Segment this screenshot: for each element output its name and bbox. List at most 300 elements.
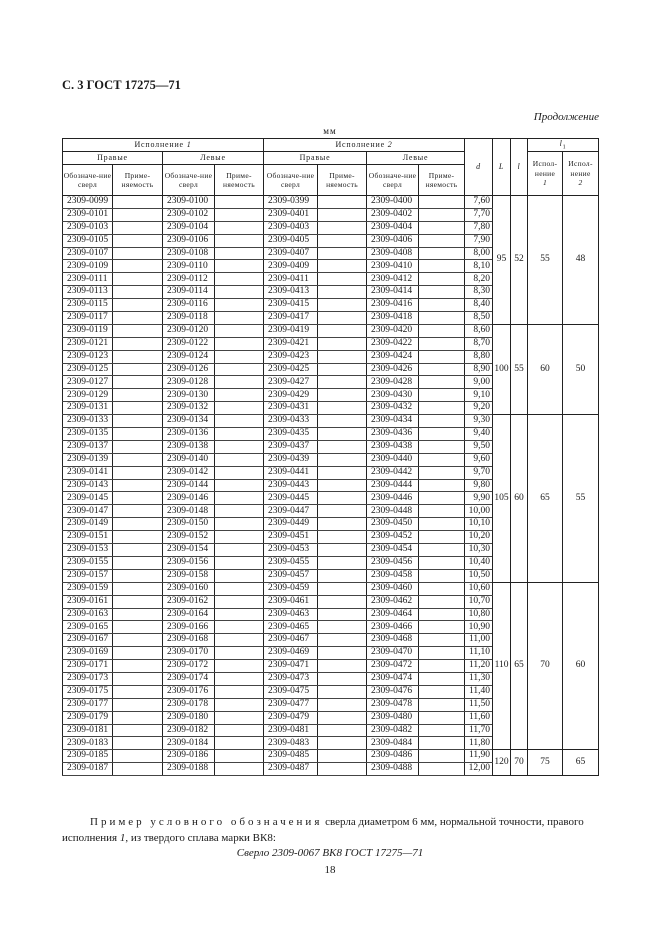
exec2-right-code: 2309-0411: [264, 273, 318, 286]
exec2-left-applicability: [419, 763, 465, 776]
exec2-right-applicability: [318, 273, 367, 286]
exec2-right-applicability: [318, 647, 367, 660]
L-header: L: [493, 139, 511, 196]
exec2-left-code: 2309-0440: [367, 453, 419, 466]
exec2-left-code: 2309-0460: [367, 582, 419, 595]
group-l1-2-value: 65: [563, 750, 599, 776]
exec2-left-applicability: [419, 402, 465, 415]
exec2-left-code: 2309-0470: [367, 647, 419, 660]
exec2-left-applicability: [419, 286, 465, 299]
exec2-right-applicability: [318, 389, 367, 402]
exec2-right-code: 2309-0429: [264, 389, 318, 402]
designation-header: Обозначе-ние сверл: [367, 165, 419, 196]
exec2-right-code: 2309-0445: [264, 492, 318, 505]
exec2-left-code: 2309-0452: [367, 531, 419, 544]
exec2-right-code: 2309-0421: [264, 337, 318, 350]
applicability-header: Приме-няемость: [113, 165, 163, 196]
diameter-value: 10,90: [465, 621, 493, 634]
exec1-left-code: 2309-0132: [163, 402, 215, 415]
diameter-value: 8,50: [465, 312, 493, 325]
exec2-left-applicability: [419, 492, 465, 505]
diameter-value: 8,60: [465, 324, 493, 337]
exec1-right-applicability: [113, 595, 163, 608]
exec1-right-code: 2309-0167: [63, 634, 113, 647]
exec2-right-applicability: [318, 466, 367, 479]
exec2-right-code: 2309-0433: [264, 415, 318, 428]
exec1-right-code: 2309-0099: [63, 196, 113, 209]
group-L-value: 95: [493, 196, 511, 325]
exec1-left-applicability: [215, 556, 264, 569]
exec1-right-code: 2309-0183: [63, 737, 113, 750]
exec2-left-applicability: [419, 724, 465, 737]
exec2-left-code: 2309-0450: [367, 518, 419, 531]
exec1-header: Исполнение 1: [63, 139, 264, 152]
exec1-left-code: 2309-0182: [163, 724, 215, 737]
exec2-left-code: 2309-0474: [367, 672, 419, 685]
exec1-right-code: 2309-0179: [63, 711, 113, 724]
exec2-left-header: Левые: [367, 152, 465, 165]
exec1-right-applicability: [113, 724, 163, 737]
exec2-right-applicability: [318, 221, 367, 234]
table-row: [63, 582, 599, 595]
exec1-right-code: 2309-0139: [63, 453, 113, 466]
exec2-left-code: 2309-0428: [367, 376, 419, 389]
diameter-value: 9,90: [465, 492, 493, 505]
exec1-left-applicability: [215, 750, 264, 763]
exec2-left-applicability: [419, 453, 465, 466]
exec1-left-code: 2309-0126: [163, 363, 215, 376]
exec2-right-applicability: [318, 286, 367, 299]
exec1-right-applicability: [113, 750, 163, 763]
group-l1-2-value: 55: [563, 415, 599, 583]
exec1-right-code: 2309-0175: [63, 685, 113, 698]
exec1-left-applicability: [215, 763, 264, 776]
exec1-right-applicability: [113, 260, 163, 273]
exec2-left-code: 2309-0456: [367, 556, 419, 569]
exec1-right-code: 2309-0155: [63, 556, 113, 569]
diameter-value: 10,50: [465, 569, 493, 582]
exec1-left-code: 2309-0120: [163, 324, 215, 337]
exec1-right-applicability: [113, 698, 163, 711]
page-header: С. 3 ГОСТ 17275—71: [62, 78, 181, 92]
exec2-right-code: 2309-0469: [264, 647, 318, 660]
diameter-value: 11,10: [465, 647, 493, 660]
exec1-right-applicability: [113, 337, 163, 350]
exec1-right-applicability: [113, 685, 163, 698]
exec1-right-applicability: [113, 544, 163, 557]
exec1-left-applicability: [215, 621, 264, 634]
exec2-right-applicability: [318, 569, 367, 582]
exec1-left-code: 2309-0156: [163, 556, 215, 569]
exec2-left-applicability: [419, 337, 465, 350]
diameter-value: 10,60: [465, 582, 493, 595]
exec1-left-code: 2309-0162: [163, 595, 215, 608]
exec2-right-applicability: [318, 531, 367, 544]
exec1-left-code: 2309-0172: [163, 660, 215, 673]
continuation-label: Продолжение: [533, 111, 599, 123]
designation-header: Обозначе-ние сверл: [163, 165, 215, 196]
diameter-value: 7,70: [465, 208, 493, 221]
exec2-right-applicability: [318, 402, 367, 415]
exec1-left-applicability: [215, 647, 264, 660]
group-L-value: 120: [493, 750, 511, 776]
exec1-right-code: 2309-0165: [63, 621, 113, 634]
exec1-right-code: 2309-0187: [63, 763, 113, 776]
exec1-left-applicability: [215, 634, 264, 647]
exec2-right-code: 2309-0423: [264, 350, 318, 363]
group-l-value: 52: [511, 196, 528, 325]
l1-exec1-header: Испол-нение 1: [528, 152, 563, 196]
designation-header: Обозначе-ние сверл: [63, 165, 113, 196]
diameter-value: 9,30: [465, 415, 493, 428]
exec2-right-code: 2309-0443: [264, 479, 318, 492]
exec1-left-applicability: [215, 698, 264, 711]
exec1-left-code: 2309-0152: [163, 531, 215, 544]
exec1-left-code: 2309-0166: [163, 621, 215, 634]
exec2-right-applicability: [318, 737, 367, 750]
exec1-right-code: 2309-0151: [63, 531, 113, 544]
exec2-right-code: 2309-0459: [264, 582, 318, 595]
exec2-left-applicability: [419, 608, 465, 621]
exec2-left-applicability: [419, 544, 465, 557]
diameter-value: 9,50: [465, 440, 493, 453]
exec1-left-code: 2309-0122: [163, 337, 215, 350]
exec1-left-code: 2309-0134: [163, 415, 215, 428]
diameter-value: 11,60: [465, 711, 493, 724]
exec2-left-applicability: [419, 312, 465, 325]
exec1-right-applicability: [113, 221, 163, 234]
exec2-left-applicability: [419, 260, 465, 273]
exec2-left-code: 2309-0402: [367, 208, 419, 221]
exec2-right-code: 2309-0449: [264, 518, 318, 531]
group-l1-1-value: 70: [528, 582, 563, 750]
exec1-left-code: 2309-0136: [163, 428, 215, 441]
exec1-left-code: 2309-0176: [163, 685, 215, 698]
group-L-value: 105: [493, 415, 511, 583]
exec2-left-code: 2309-0472: [367, 660, 419, 673]
exec2-left-applicability: [419, 363, 465, 376]
exec1-right-applicability: [113, 273, 163, 286]
exec1-right-applicability: [113, 737, 163, 750]
exec1-left-code: 2309-0148: [163, 505, 215, 518]
exec2-right-code: 2309-0447: [264, 505, 318, 518]
exec2-right-code: 2309-0487: [264, 763, 318, 776]
exec2-left-applicability: [419, 569, 465, 582]
exec1-left-code: 2309-0102: [163, 208, 215, 221]
exec2-left-code: 2309-0412: [367, 273, 419, 286]
exec2-right-applicability: [318, 634, 367, 647]
exec2-right-code: 2309-0441: [264, 466, 318, 479]
l1-exec2-header: Испол-нение 2: [563, 152, 599, 196]
exec1-left-applicability: [215, 324, 264, 337]
exec2-right-applicability: [318, 672, 367, 685]
exec1-left-applicability: [215, 363, 264, 376]
exec1-left-applicability: [215, 312, 264, 325]
diameter-value: 9,40: [465, 428, 493, 441]
group-l1-2-value: 48: [563, 196, 599, 325]
exec1-left-code: 2309-0178: [163, 698, 215, 711]
diameter-value: 10,70: [465, 595, 493, 608]
exec1-left-code: 2309-0104: [163, 221, 215, 234]
exec1-left-applicability: [215, 608, 264, 621]
exec2-right-header: Правые: [264, 152, 367, 165]
exec2-right-applicability: [318, 299, 367, 312]
diameter-value: 8,40: [465, 299, 493, 312]
exec1-left-code: 2309-0116: [163, 299, 215, 312]
diameter-value: 10,20: [465, 531, 493, 544]
exec1-left-applicability: [215, 505, 264, 518]
exec2-header: Исполнение 2: [264, 139, 465, 152]
exec2-left-code: 2309-0414: [367, 286, 419, 299]
diameter-value: 11,00: [465, 634, 493, 647]
diameter-value: 11,40: [465, 685, 493, 698]
exec1-left-code: 2309-0174: [163, 672, 215, 685]
exec2-right-applicability: [318, 453, 367, 466]
exec1-right-code: 2309-0123: [63, 350, 113, 363]
exec2-left-code: 2309-0476: [367, 685, 419, 698]
l1-header: $l_1$: [528, 139, 599, 152]
exec2-left-code: 2309-0430: [367, 389, 419, 402]
exec2-left-applicability: [419, 466, 465, 479]
exec2-right-code: 2309-0485: [264, 750, 318, 763]
diameter-value: 9,00: [465, 376, 493, 389]
group-l1-1-value: 55: [528, 196, 563, 325]
exec1-right-applicability: [113, 402, 163, 415]
exec2-right-applicability: [318, 724, 367, 737]
exec2-left-code: 2309-0426: [367, 363, 419, 376]
group-l1-1-value: 65: [528, 415, 563, 583]
exec2-right-applicability: [318, 324, 367, 337]
exec2-left-code: 2309-0442: [367, 466, 419, 479]
exec1-left-code: 2309-0154: [163, 544, 215, 557]
exec1-left-applicability: [215, 196, 264, 209]
exec2-left-applicability: [419, 234, 465, 247]
exec2-right-applicability: [318, 479, 367, 492]
applicability-header: Приме-няемость: [318, 165, 367, 196]
drill-table: [62, 138, 599, 776]
exec1-right-code: 2309-0143: [63, 479, 113, 492]
exec2-right-applicability: [318, 234, 367, 247]
exec2-right-code: 2309-0453: [264, 544, 318, 557]
diameter-value: 11,20: [465, 660, 493, 673]
exec2-left-code: 2309-0482: [367, 724, 419, 737]
exec1-left-code: 2309-0114: [163, 286, 215, 299]
exec1-left-applicability: [215, 724, 264, 737]
exec1-right-applicability: [113, 312, 163, 325]
exec2-right-applicability: [318, 698, 367, 711]
exec2-left-code: 2309-0446: [367, 492, 419, 505]
diameter-value: 9,80: [465, 479, 493, 492]
example-paragraph: Пример условного обозначения сверла диаметром 6 мм, нормальной точности, правого исполнения 1, из твердого сплава марки ВК8:: [62, 816, 584, 844]
exec1-left-applicability: [215, 221, 264, 234]
diameter-value: 10,00: [465, 505, 493, 518]
exec1-left-code: 2309-0124: [163, 350, 215, 363]
exec2-right-applicability: [318, 247, 367, 260]
exec2-left-applicability: [419, 634, 465, 647]
exec1-right-code: 2309-0105: [63, 234, 113, 247]
exec2-left-applicability: [419, 221, 465, 234]
page-number: 18: [324, 864, 336, 876]
exec1-left-code: 2309-0150: [163, 518, 215, 531]
exec2-left-applicability: [419, 711, 465, 724]
exec1-left-code: 2309-0112: [163, 273, 215, 286]
exec2-left-code: 2309-0434: [367, 415, 419, 428]
applicability-header: Приме-няемость: [215, 165, 264, 196]
exec1-right-applicability: [113, 647, 163, 660]
exec1-right-applicability: [113, 672, 163, 685]
exec1-left-applicability: [215, 518, 264, 531]
exec1-right-applicability: [113, 763, 163, 776]
exec2-right-code: 2309-0419: [264, 324, 318, 337]
exec1-left-applicability: [215, 428, 264, 441]
exec1-left-applicability: [215, 492, 264, 505]
exec1-left-applicability: [215, 337, 264, 350]
exec1-left-code: 2309-0108: [163, 247, 215, 260]
exec1-left-applicability: [215, 299, 264, 312]
exec1-right-code: 2309-0147: [63, 505, 113, 518]
exec1-left-code: 2309-0180: [163, 711, 215, 724]
exec2-right-code: 2309-0479: [264, 711, 318, 724]
diameter-value: 8,90: [465, 363, 493, 376]
exec1-left-applicability: [215, 711, 264, 724]
exec1-right-code: 2309-0127: [63, 376, 113, 389]
exec2-right-code: 2309-0457: [264, 569, 318, 582]
exec1-left-code: 2309-0184: [163, 737, 215, 750]
exec1-right-applicability: [113, 440, 163, 453]
exec2-right-applicability: [318, 260, 367, 273]
exec1-right-applicability: [113, 634, 163, 647]
table-row: [63, 196, 599, 209]
exec1-right-applicability: [113, 234, 163, 247]
exec1-left-applicability: [215, 376, 264, 389]
diameter-value: 11,80: [465, 737, 493, 750]
exec2-right-applicability: [318, 428, 367, 441]
exec1-right-code: 2309-0107: [63, 247, 113, 260]
exec1-left-applicability: [215, 660, 264, 673]
group-L-value: 100: [493, 324, 511, 414]
exec2-right-applicability: [318, 350, 367, 363]
exec2-left-code: 2309-0436: [367, 428, 419, 441]
exec2-right-code: 2309-0467: [264, 634, 318, 647]
exec2-right-code: 2309-0483: [264, 737, 318, 750]
exec1-right-applicability: [113, 582, 163, 595]
exec2-right-code: 2309-0413: [264, 286, 318, 299]
exec2-left-code: 2309-0478: [367, 698, 419, 711]
exec2-right-applicability: [318, 595, 367, 608]
exec2-left-applicability: [419, 479, 465, 492]
diameter-value: 9,10: [465, 389, 493, 402]
table-row: [63, 324, 599, 337]
exec2-left-applicability: [419, 518, 465, 531]
exec2-left-applicability: [419, 428, 465, 441]
exec2-left-code: 2309-0422: [367, 337, 419, 350]
exec1-left-applicability: [215, 466, 264, 479]
exec1-right-code: 2309-0145: [63, 492, 113, 505]
exec1-left-code: 2309-0128: [163, 376, 215, 389]
diameter-value: 7,90: [465, 234, 493, 247]
exec2-left-applicability: [419, 324, 465, 337]
exec1-left-code: 2309-0106: [163, 234, 215, 247]
exec1-right-applicability: [113, 428, 163, 441]
exec1-left-code: 2309-0164: [163, 608, 215, 621]
exec2-right-applicability: [318, 660, 367, 673]
exec1-right-applicability: [113, 286, 163, 299]
exec1-right-code: 2309-0109: [63, 260, 113, 273]
exec2-left-applicability: [419, 389, 465, 402]
exec1-right-applicability: [113, 247, 163, 260]
exec1-left-code: 2309-0100: [163, 196, 215, 209]
exec2-right-code: 2309-0451: [264, 531, 318, 544]
exec1-right-applicability: [113, 621, 163, 634]
exec1-right-applicability: [113, 453, 163, 466]
exec2-right-applicability: [318, 440, 367, 453]
group-L-value: 110: [493, 582, 511, 750]
group-l-value: 60: [511, 415, 528, 583]
exec2-left-applicability: [419, 750, 465, 763]
diameter-value: 9,20: [465, 402, 493, 415]
exec1-right-code: 2309-0121: [63, 337, 113, 350]
exec1-left-code: 2309-0186: [163, 750, 215, 763]
exec2-right-applicability: [318, 337, 367, 350]
exec2-left-code: 2309-0464: [367, 608, 419, 621]
diameter-value: 10,30: [465, 544, 493, 557]
exec2-left-code: 2309-0420: [367, 324, 419, 337]
exec1-left-applicability: [215, 208, 264, 221]
exec2-right-code: 2309-0417: [264, 312, 318, 325]
group-l1-2-value: 50: [563, 324, 599, 414]
exec2-right-applicability: [318, 208, 367, 221]
exec1-left-applicability: [215, 569, 264, 582]
exec1-left-applicability: [215, 402, 264, 415]
exec1-left-code: 2309-0140: [163, 453, 215, 466]
exec1-left-applicability: [215, 737, 264, 750]
exec2-left-applicability: [419, 376, 465, 389]
exec1-right-code: 2309-0125: [63, 363, 113, 376]
exec1-left-code: 2309-0118: [163, 312, 215, 325]
exec1-left-applicability: [215, 453, 264, 466]
exec2-left-applicability: [419, 531, 465, 544]
exec2-right-applicability: [318, 556, 367, 569]
exec2-left-code: 2309-0466: [367, 621, 419, 634]
units-label: мм: [323, 126, 337, 136]
exec2-left-applicability: [419, 647, 465, 660]
exec2-right-applicability: [318, 544, 367, 557]
exec2-right-applicability: [318, 750, 367, 763]
exec1-left-code: 2309-0130: [163, 389, 215, 402]
diameter-value: 8,20: [465, 273, 493, 286]
exec1-right-code: 2309-0103: [63, 221, 113, 234]
exec2-right-applicability: [318, 505, 367, 518]
exec2-right-code: 2309-0463: [264, 608, 318, 621]
exec2-right-applicability: [318, 621, 367, 634]
exec2-right-applicability: [318, 608, 367, 621]
diameter-value: 9,60: [465, 453, 493, 466]
exec1-right-applicability: [113, 389, 163, 402]
exec1-left-applicability: [215, 286, 264, 299]
exec1-right-code: 2309-0115: [63, 299, 113, 312]
exec2-right-code: 2309-0477: [264, 698, 318, 711]
exec2-left-applicability: [419, 582, 465, 595]
exec2-left-code: 2309-0400: [367, 196, 419, 209]
exec2-left-code: 2309-0432: [367, 402, 419, 415]
exec2-left-code: 2309-0454: [367, 544, 419, 557]
diameter-value: 8,10: [465, 260, 493, 273]
exec1-left-applicability: [215, 685, 264, 698]
exec1-left-applicability: [215, 531, 264, 544]
diameter-value: 11,70: [465, 724, 493, 737]
exec1-right-applicability: [113, 363, 163, 376]
group-l-value: 55: [511, 324, 528, 414]
